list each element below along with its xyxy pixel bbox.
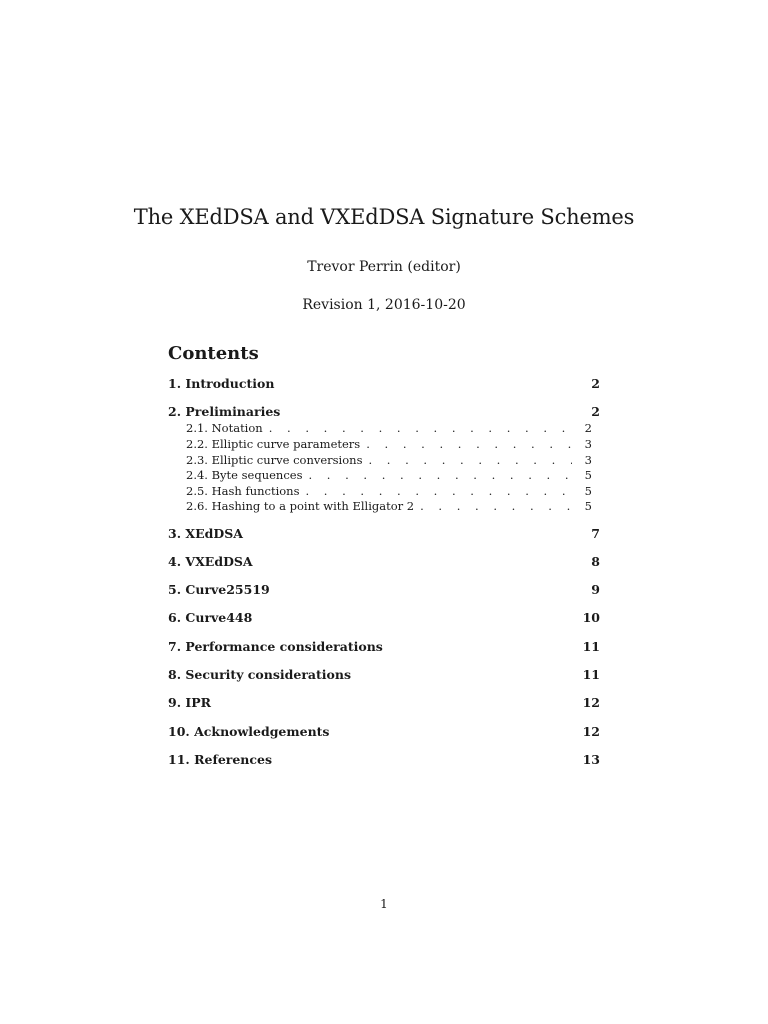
toc-subentry-page: 5 [584,499,592,513]
leader-dots [368,453,572,467]
toc-subentry-label: 2.2. Elliptic curve parameters [186,437,361,451]
toc-subentry-hashing-to-point[interactable] [186,499,592,517]
toc-entry-page: 12 [582,695,600,710]
toc-entry-page: 9 [591,582,600,597]
toc-subentry-page: 3 [584,437,592,451]
toc-entry-page: 12 [582,724,600,739]
toc-entry-page: 2 [591,404,600,419]
toc-entry-ipr[interactable] [168,695,600,713]
toc-entry-xeddsa[interactable] [168,526,600,544]
toc-entry-acknowledgements[interactable] [168,724,600,742]
leader-dots [420,499,572,513]
toc-subentry-page: 5 [584,468,592,482]
leader-dots [308,468,572,482]
toc-entry-label: 7. Performance considerations [168,639,383,654]
toc-entry-curve448[interactable] [168,610,600,628]
leader-dots [366,437,572,451]
toc-subentry-label: 2.1. Notation [186,421,263,435]
toc-subentry-page: 3 [584,453,592,467]
leader-dots [269,421,572,435]
leader-dots [306,484,573,498]
toc-entry-label: 10. Acknowledgements [168,724,330,739]
toc-subentry-label: 2.3. Elliptic curve conversions [186,453,363,467]
toc-entry-label: 1. Introduction [168,376,275,391]
toc-subentry-label: 2.6. Hashing to a point with Elligator 2 [186,499,415,513]
toc-entry-introduction[interactable] [168,376,600,394]
toc-entry-label: 8. Security considerations [168,667,351,682]
toc-entry-label: 5. Curve25519 [168,582,270,597]
document-title: The XEdDSA and VXEdDSA Signature Schemes [133,205,635,229]
toc-subentry-page: 5 [584,484,592,498]
toc-entry-references[interactable] [168,752,600,770]
toc-entry-label: 11. References [168,752,272,767]
page-number: 1 [380,897,388,911]
contents-heading: Contents [168,343,259,364]
toc-subentry-label: 2.4. Byte sequences [186,468,303,482]
toc-entry-security[interactable] [168,667,600,685]
toc-entry-curve25519[interactable] [168,582,600,600]
toc-entry-page: 2 [591,376,600,391]
toc-entry-preliminaries[interactable] [168,404,600,422]
toc-entry-page: 10 [582,610,600,625]
toc-entry-label: 4. VXEdDSA [168,554,253,569]
toc-entry-performance[interactable] [168,639,600,657]
toc-entry-page: 11 [582,639,600,654]
toc-entry-page: 13 [582,752,600,767]
toc-entry-label: 9. IPR [168,695,212,710]
toc-subentry-page: 2 [584,421,592,435]
toc-entry-label: 2. Preliminaries [168,404,281,419]
toc-entry-vxeddsa[interactable] [168,554,600,572]
toc-entry-label: 3. XEdDSA [168,526,243,541]
document-revision: Revision 1, 2016-10-20 [302,297,466,313]
toc-entry-page: 11 [582,667,600,682]
toc-subentry-label: 2.5. Hash functions [186,484,300,498]
toc-entry-page: 8 [591,554,600,569]
toc-entry-label: 6. Curve448 [168,610,253,625]
document-author: Trevor Perrin (editor) [307,259,461,275]
toc-entry-page: 7 [591,526,600,541]
